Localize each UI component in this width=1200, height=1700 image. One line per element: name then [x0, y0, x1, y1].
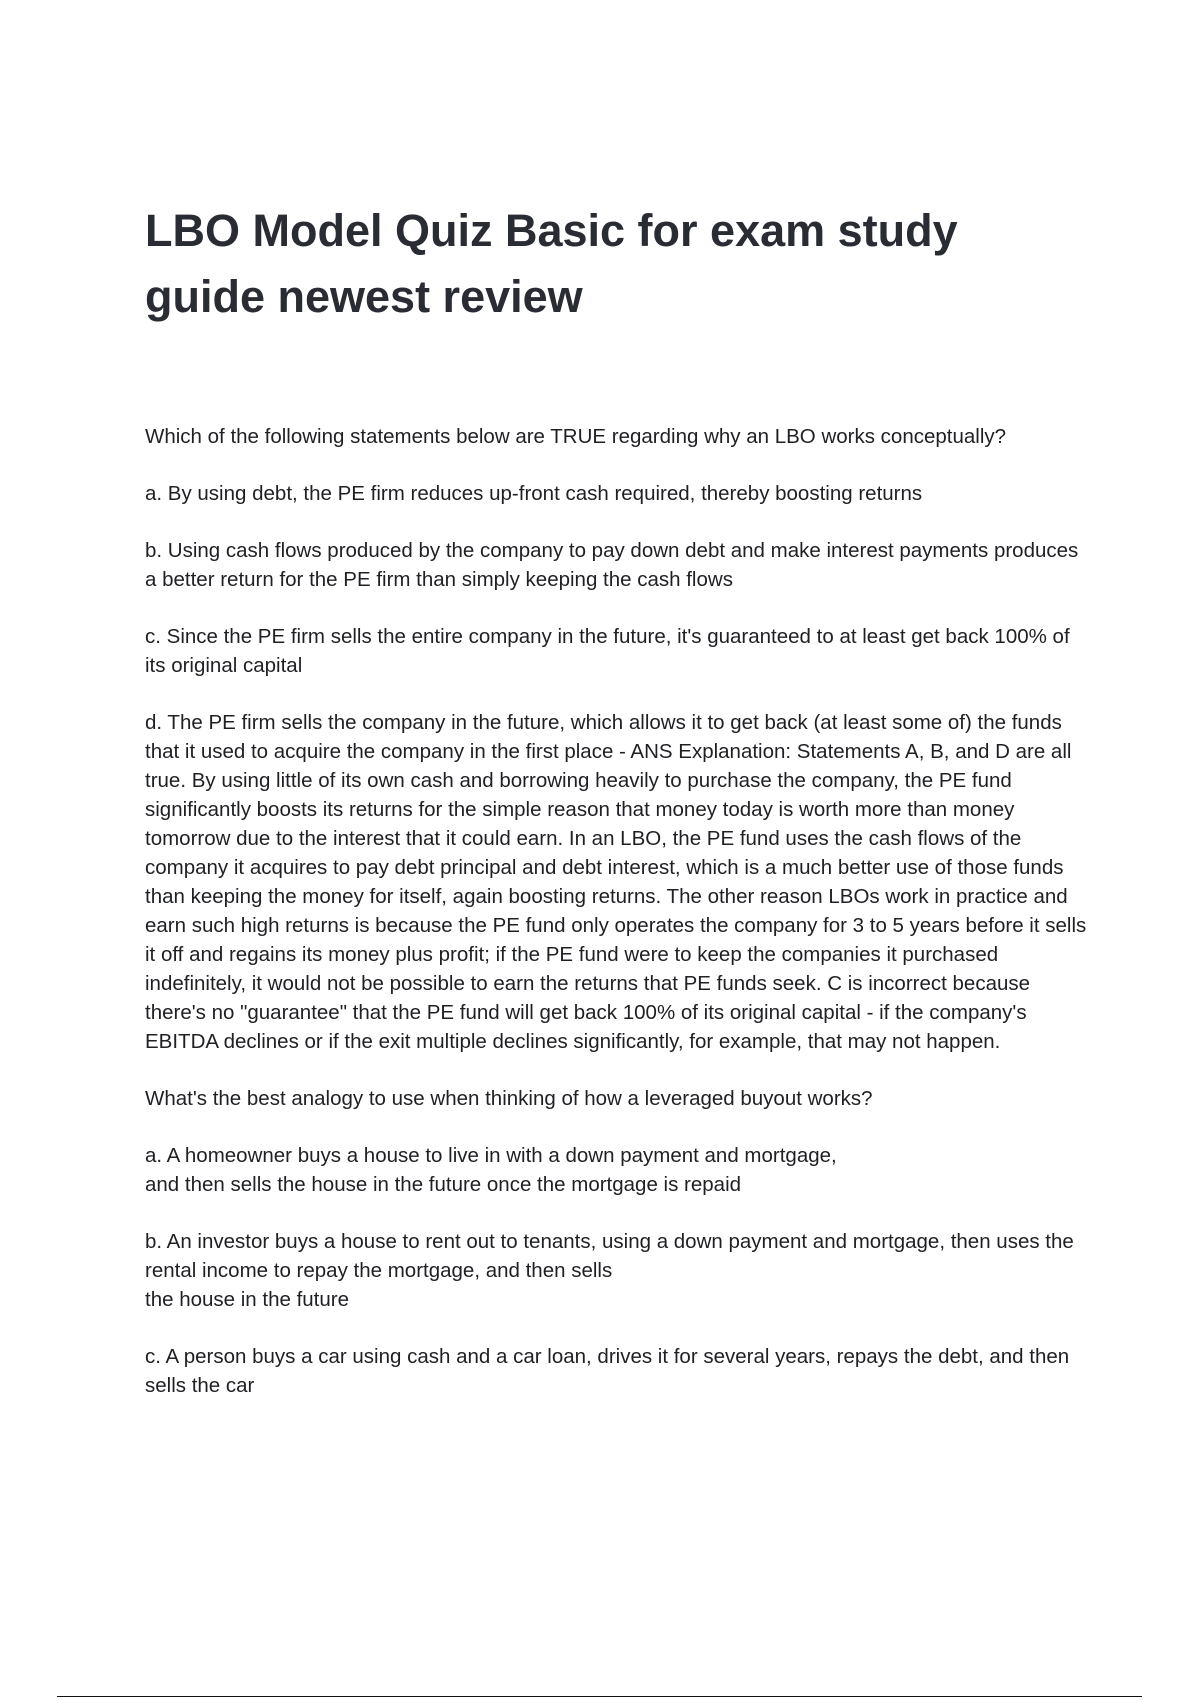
question-2-option-b: b. An investor buys a house to rent out to tenants, using a down payment and mortgage, then uses the rental income to repay the mortgage, and then sells the house in the future [145, 1230, 1074, 1311]
page-bottom-rule [57, 1696, 1142, 1697]
document-body [145, 422, 1095, 1428]
question-1-option-a: a. By using debt, the PE firm reduces up-front cash required, thereby boosting returns [145, 482, 923, 505]
question-1-option-b: b. Using cash flows produced by the company to pay down debt and make interest payments produces a better return for the PE firm than simply keeping the cash flows [145, 539, 1079, 591]
question-1-option-d-answer: d. The PE firm sells the company in the future, which allows it to get back (at least some of) the funds that it used to acquire the company in the first place - ANS Explanation: Statements A, B, and D are all true. By using little of its own cash and borrowing heavily to purchase the company, the PE fund significantly boosts its returns for the simple reason that money today is worth more than money tomorrow due to the interest that it could earn. In an LBO, the PE fund uses the cash flows of the company it acquires to pay debt principal and debt interest, which is a much better use of those funds than keeping the money for itself, again boosting returns. The other reason LBOs work in practice and earn such high returns is because the PE fund only operates the company for 3 to 5 years before it sells it off and regains its money plus profit; if the PE fund were to keep the companies it purchased indefinitely, it would not be possible to earn the returns that PE funds seek. C is incorrect because there's no "guarantee" that the PE fund will get back 100% of its original capital - if the company's EBITDA declines or if the exit multiple declines significantly, for example, that may not happen. [145, 711, 1087, 1053]
question-2-option-a: a. A homeowner buys a house to live in with a down payment and mortgage, and then sells the house in the future once the mortgage is repaid [145, 1144, 837, 1196]
question-1: Which of the following statements below are TRUE regarding why an LBO works conceptually? [145, 425, 1007, 448]
question-1-option-c: c. Since the PE firm sells the entire company in the future, it's guaranteed to at least get back 100% of its original capital [145, 625, 1070, 677]
question-2-option-c: c. A person buys a car using cash and a car loan, drives it for several years, repays the debt, and then sells the car [145, 1345, 1070, 1397]
question-2: What's the best analogy to use when thinking of how a leveraged buyout works? [145, 1087, 873, 1110]
document-title: LBO Model Quiz Basic for exam study guide newest review [145, 205, 958, 322]
